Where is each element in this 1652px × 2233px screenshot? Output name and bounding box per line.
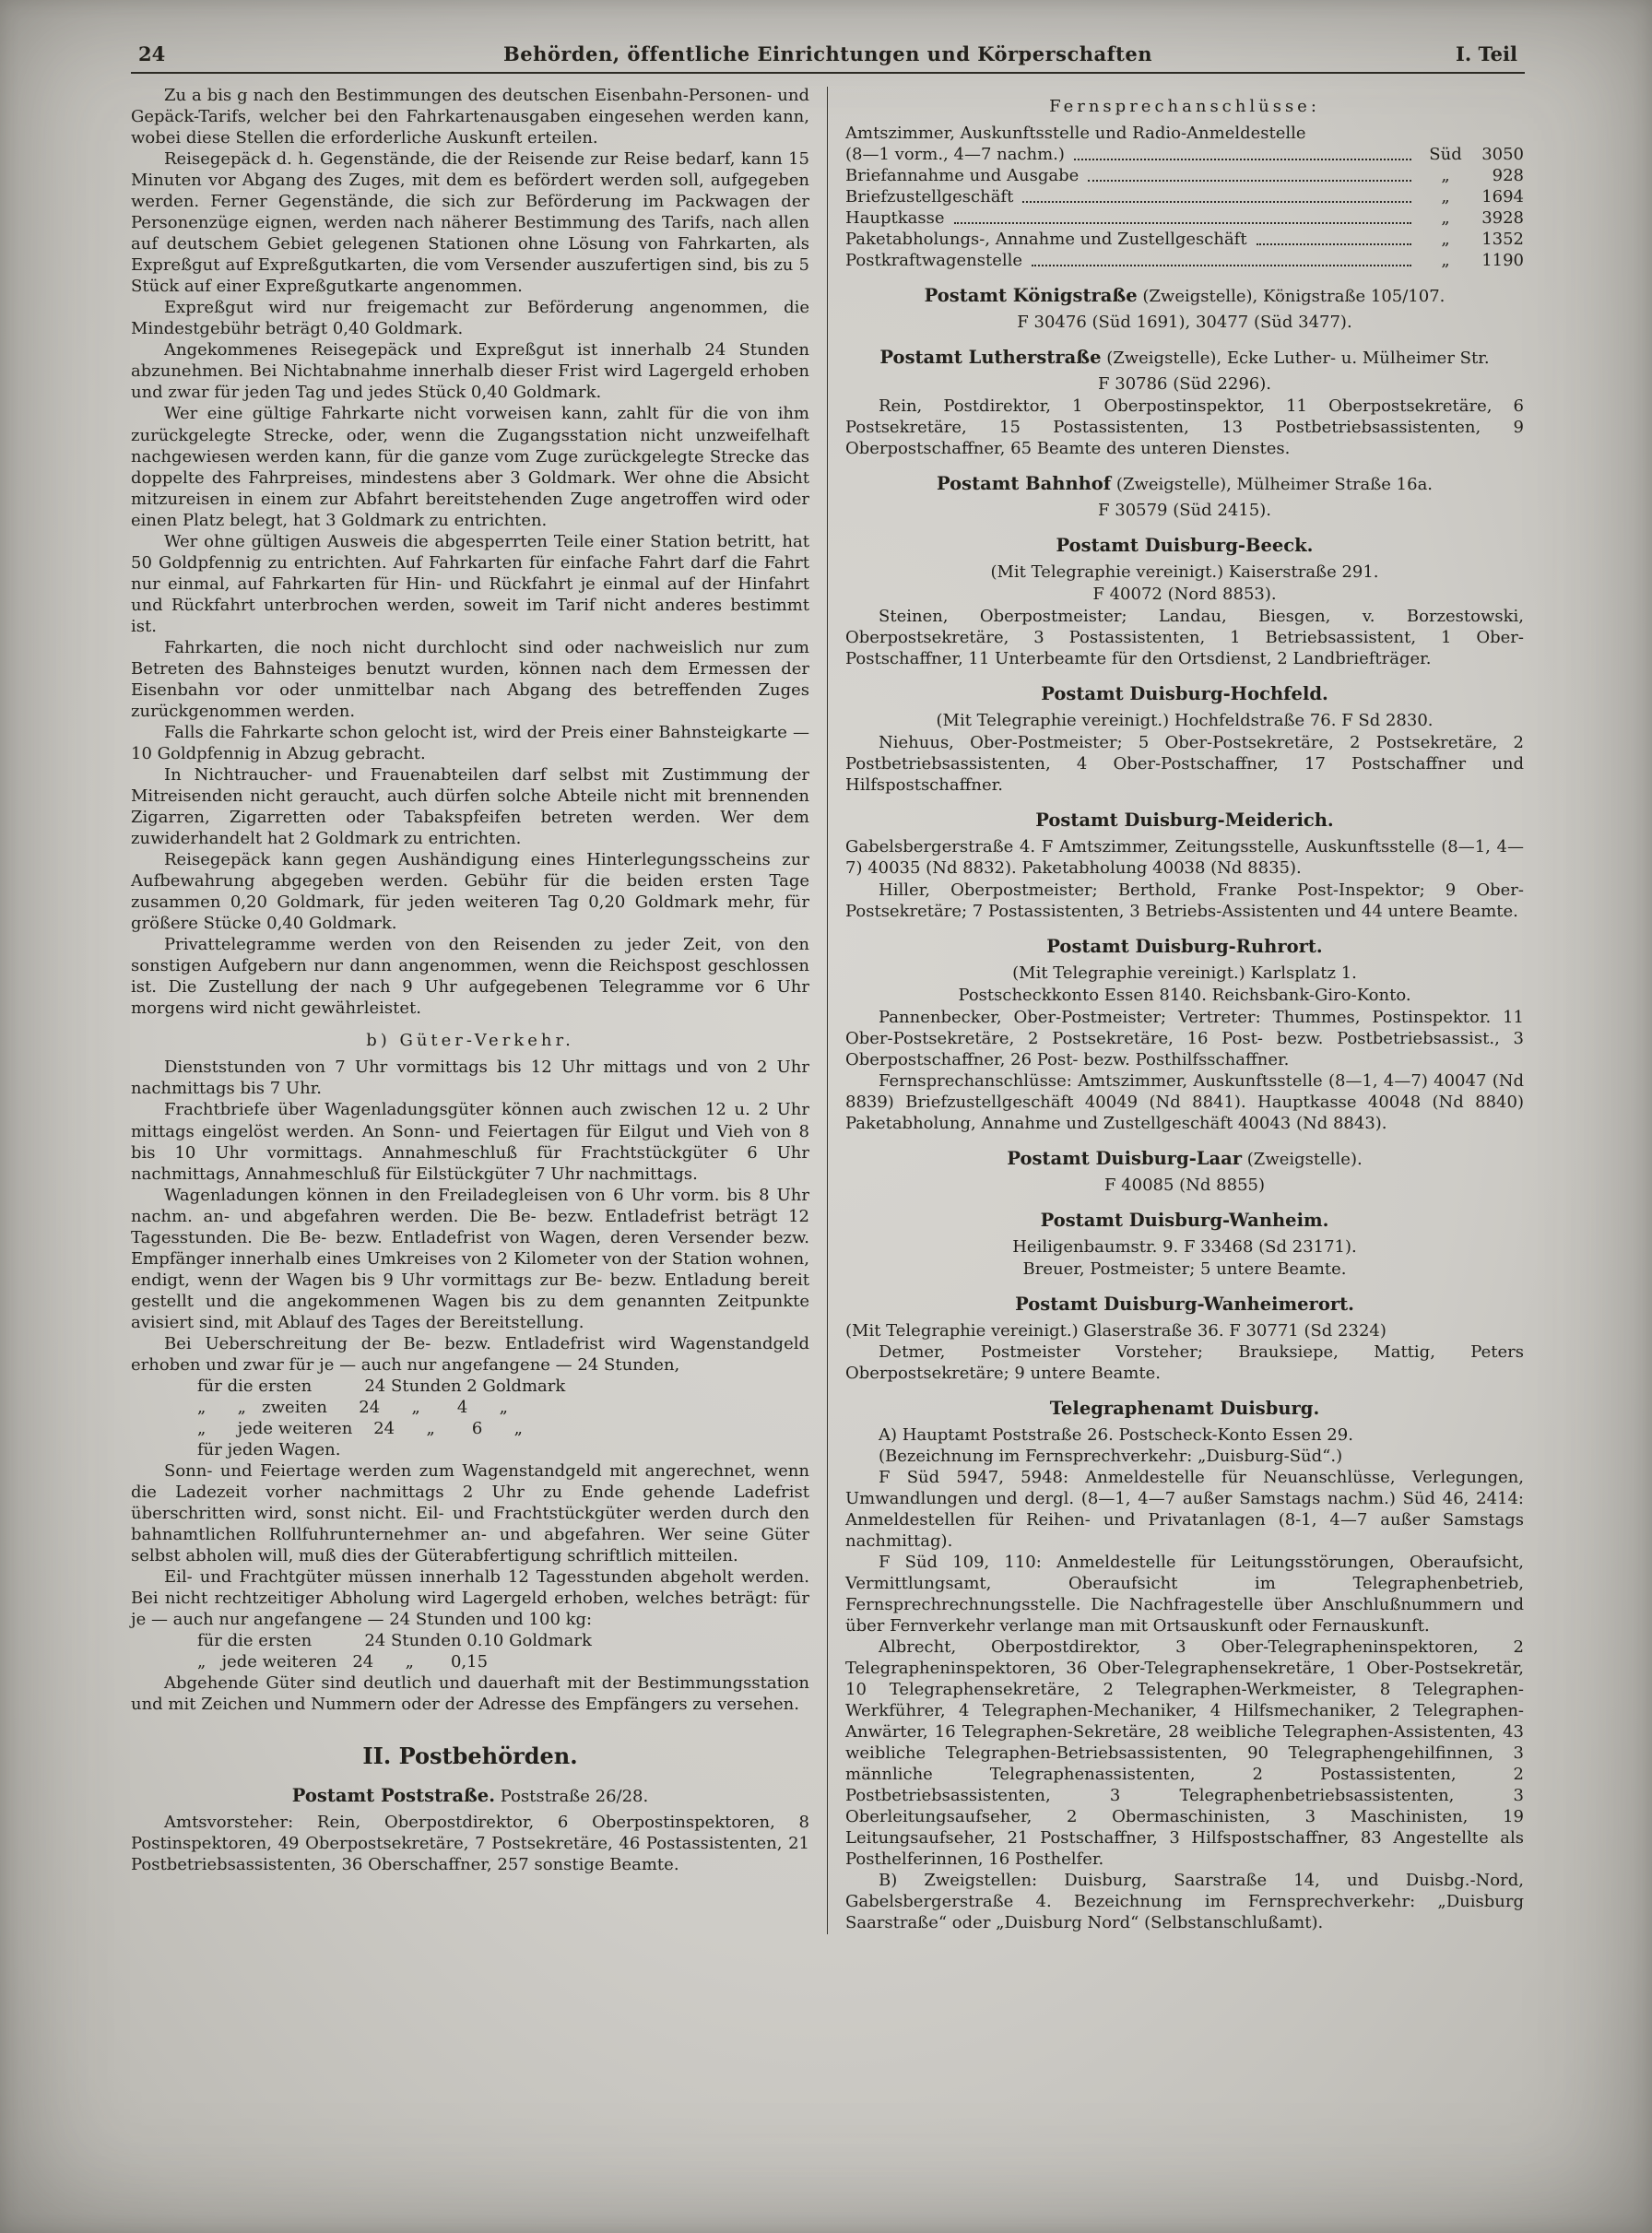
dot-leader xyxy=(954,220,1411,224)
dot-leader xyxy=(1074,157,1411,160)
centered-line: F 30579 (Süd 2415). xyxy=(1098,501,1271,521)
paragraph: Frachtbriefe über Wagenladungsgüter können auch zwischen 12 u. 2 Uhr mittags eingelöst werden. An Sonn- und Feiertagen für Eilgut und Vieh von 8 bis 10 Uhr vormittags. Annahmeschluß für Frachtstückgüter 6 Uhr nachmittags, Annahmeschluß für Eilstückgüter 7 Uhr nachmittags. xyxy=(131,1100,809,1184)
paragraph: Wer eine gültige Fahrkarte nicht vorweisen kann, zahlt für die von ihm zurückgelegte Strecke, oder, wenn die Zugangsstation nicht unzweifelhaft nachgewiesen werden kann, für die ganze vom Zuge zurückgelegte Strecke das doppelte des Fahrpreises, mindestens aber 3 Goldmark. Wer ohne die Absicht mitzureisen in einem zur Abfahrt bereitstehenden Zuge angetroffen wird oder einen Platz belegt, hat 3 Goldmark zu entrichten. xyxy=(131,404,809,530)
postamt-heading xyxy=(845,535,1524,558)
paragraph: Angekommenes Reisegepäck und Expreßgut ist innerhalb 24 Stunden abzunehmen. Bei Nichtabnahme innerhalb dieser Frist wird Lagergeld erhoben und zwar für jeden Tag und jedes Stück 0,40 Goldmark. xyxy=(131,340,809,403)
text-columns xyxy=(131,85,1525,1934)
postamt-name: Telegraphenamt Duisburg. xyxy=(1049,1397,1320,1419)
phone-directory-row xyxy=(845,207,1524,229)
tariff-line: für jeden Wagen. xyxy=(197,1439,341,1459)
centered-line: (Mit Telegraphie vereinigt.) Hochfeldstraße 76. F Sd 2830. xyxy=(936,711,1434,731)
postamt-name: Postamt Duisburg-Hochfeld. xyxy=(1041,683,1328,705)
paragraph: Dienststunden von 7 Uhr vormittags bis 12 Uhr mittags und von 2 Uhr nachmittags bis 7 Uhr. xyxy=(131,1057,809,1099)
paragraph: A) Hauptamt Poststraße 26. Postscheck-Konto Essen 29. xyxy=(879,1424,1353,1445)
postamt-name: Postamt Lutherstraße xyxy=(879,347,1102,369)
paragraph: F Süd 5947, 5948: Anmeldestelle für Neuanschlüsse, Verlegungen, Umwandlungen und dergl. (8—1, 4—7 außer Samstags nachm.) Süd 46, 2414: Anmeldestellen für Reihen- und Privatanlagen (8-1, 4—7 außer Samstags nachmittag). xyxy=(845,1467,1524,1551)
paragraph: F Süd 109, 110: Anmeldestelle für Leitungsstörungen, Oberaufsicht, Vermittlungsamt, Oberaufsicht im Telegraphenbetrieb, Fernsprechrechnungsstelle. Die Nachfragestelle über Anschlußnummern und über Fernverkehr verlange man mit Ortsauskunft oder Fernauskunft. xyxy=(845,1552,1524,1636)
phone-directory-row xyxy=(845,144,1524,165)
postamt-address: Poststraße 26/28. xyxy=(495,1787,649,1807)
phone-exchange: „ xyxy=(1441,166,1450,186)
paragraph: Wagenladungen können in den Freiladegleisen von 6 Uhr vorm. bis 8 Uhr nachm. an- und abgefahren werden. Die Be- bezw. Entladefrist beträgt 12 Tagesstunden. Die Be- bezw. Entladefrist von Wagen, deren Versender bezw. Empfänger innerhalb eines Umkreises von 2 Kilometer von der Station wohnen, endigt, wenn der Wagen bis 9 Uhr vormittags zur Be- bezw. Entladung bereit gestellt und die angekommenen Wagen bis zu dem genannten Zeitpunkte avisiert sind, mit Ablauf des Tages der Bereitstellung. xyxy=(131,1185,809,1332)
paragraph: Gabelsbergerstraße 4. F Amtszimmer, Zeitungsstelle, Auskunftsstelle (8—1, 4—7) 40035 (Nd 8832). Paketabholung 40038 (Nd 8835). xyxy=(845,837,1524,879)
paragraph: Zu a bis g nach den Bestimmungen des deutschen Eisenbahn-Personen- und Gepäck-Tarifs, welcher bei den Fahrkartenausgaben eingesehen werden kann, wobei diese Stellen die erforderliche Auskunft erteilen. xyxy=(131,86,809,148)
postamt-heading xyxy=(845,1294,1524,1317)
postamt-name: Postamt Duisburg-Laar xyxy=(1007,1147,1243,1169)
centered-line: (Mit Telegraphie vereinigt.) Karlsplatz 1. xyxy=(1012,963,1357,983)
paragraph: (Bezeichnung im Fernsprechverkehr: „Duisburg-Süd“.) xyxy=(879,1446,1343,1466)
postamt-name: Postamt Duisburg-Meiderich. xyxy=(1035,809,1334,832)
paragraph: Abgehende Güter sind deutlich und dauerhaft mit der Bestimmungsstation und mit Zeichen und Nummern oder der Adresse des Empfängers zu versehen. xyxy=(131,1673,809,1715)
phone-directory-row xyxy=(845,165,1524,186)
phone-label: Hauptkasse xyxy=(845,208,945,229)
sub-heading: Fernsprechanschlüsse: xyxy=(1049,97,1320,116)
dot-leader xyxy=(1022,199,1411,203)
postamt-address: (Zweigstelle), Königstraße 105/107. xyxy=(1137,287,1446,307)
header-rule xyxy=(131,72,1525,74)
centered-line: F 40085 (Nd 8855) xyxy=(1103,1175,1266,1195)
paragraph: Eil- und Frachtgüter müssen innerhalb 12 Tagesstunden abgeholt werden. Bei nicht rechtzeitiger Abholung wird Lagergeld erhoben, welches beträgt: für je — auch nur angefangene — 24 Stunden und 100 kg: xyxy=(131,1567,809,1630)
phone-label: (8—1 vorm., 4—7 nachm.) xyxy=(845,145,1065,165)
postamt-address: (Zweigstelle), Ecke Luther- u. Mülheimer Str. xyxy=(1101,349,1490,369)
page-part-label: I. Teil xyxy=(1456,42,1517,65)
paragraph: Amtsvorsteher: Rein, Oberpostdirektor, 6 Oberpostinspektoren, 8 Postinspektoren, 49 Oberpostsekretäre, 7 Postsekretäre, 46 Postassistenten, 21 Postbetriebsassistenten, 36 Oberschaffner, 257 sonstige Beamte. xyxy=(131,1813,809,1875)
postamt-heading xyxy=(845,1398,1524,1421)
centered-line: F 40072 (Nord 8853). xyxy=(1092,585,1277,605)
postamt-name: Postamt Bahnhof xyxy=(936,473,1112,495)
phone-directory-row xyxy=(845,229,1524,250)
paragraph: Fahrkarten, die noch nicht durchlocht sind oder nachweislich nur zum Betreten des Bahnsteiges benutzt wurden, können nach dem Ermessen der Eisenbahn vor oder unmittelbar nach Abgang des betreffenden Zuges zurückgenommen werden. xyxy=(131,637,809,721)
centered-line: Heiligenbaumstr. 9. F 33468 (Sd 23171). xyxy=(1012,1236,1357,1257)
section-heading: II. Postbehörden. xyxy=(362,1743,578,1770)
postamt-name: Postamt Duisburg-Ruhrort. xyxy=(1046,935,1323,957)
phone-label: Paketabholungs-, Annahme und Zustellgeschäft xyxy=(845,230,1247,250)
tariff-line: „ jede weiteren 24 „ 0,15 xyxy=(197,1652,489,1672)
paragraph: Rein, Postdirektor, 1 Oberpostinspektor, 11 Oberpostsekretäre, 6 Postsekretäre, 15 Postassistenten, 13 Postbetriebsassistenten, 9 Oberpostschaffner, 65 Beamte des unteren Dienstes. xyxy=(845,396,1524,459)
postamt-heading xyxy=(131,1785,809,1808)
dot-leader xyxy=(1257,242,1411,245)
sub-heading: b) Güter-Verkehr. xyxy=(366,1031,574,1051)
paragraph: B) Zweigstellen: Duisburg, Saarstraße 14, und Duisbg.-Nord, Gabelsbergerstraße 4. Bezeichnung im Fernsprechverkehr: „Duisburg Saarstraße“ oder „Duisburg Nord“ (Selbstanschlußamt). xyxy=(845,1871,1524,1933)
phone-number: 3928 xyxy=(1481,208,1524,229)
paragraph: Reisegepäck d. h. Gegenstände, die der Reisende zur Reise bedarf, kann 15 Minuten vor Abgang des Zuges, mit dem es befördert werden soll, aufgegeben werden. Ferner Gegenstände, die sich zur Beförderung im Packwagen der Personenzüge eignen, werden nach näherer Bestimmung des Tarifs, nach allen auf deutschem Gebiet gelegenen Stationen ohne Lösung von Fahrkarten, als Expreßgut auf Expreßgutkarten, die vom Versender auszufertigen sind, bis zu 5 Stück auf einer Expreßgutkarte angenommen. xyxy=(131,149,809,297)
phone-number: 3050 xyxy=(1481,145,1524,165)
paragraph: Albrecht, Oberpostdirektor, 3 Ober-Telegrapheninspektoren, 2 Telegrapheninspektoren, 36 Ober-Telegraphensekretäre, 1 Ober-Postsekretär, 10 Telegraphensekretäre, 2 Telegraphen-Werkmeister, 8 Telegraphen-Werkführer, 4 Telegraphen-Mechaniker, 4 Hilfsmechaniker, 2 Telegraphen-Anwärter, 16 Telegraphen-Sekretäre, 28 weibliche Telegraphen-Assistenten, 43 weibliche Telegraphen-Betriebsassistenten, 90 Telegraphengehilfinnen, 3 männliche Telegraphenassistenten, 2 Postassistenten, 2 Postbetriebsassistenten, 3 Telegraphenbetriebsassistenten, 3 Oberleitungsaufseher, 2 Obermaschinisten, 3 Maschinisten, 19 Leitungsaufseher, 21 Postschaffner, 3 Hilfspostschaffner, 83 Angestellte als Posthelferinnen, 16 Posthelfer. xyxy=(845,1637,1524,1870)
centered-line: F 30476 (Süd 1691), 30477 (Süd 3477). xyxy=(1017,313,1352,333)
left-column xyxy=(131,85,809,1934)
phone-label: Briefannahme und Ausgabe xyxy=(845,166,1080,186)
page-title: Behörden, öffentliche Einrichtungen und Körperschaften xyxy=(502,42,1153,65)
paragraph: Detmer, Postmeister Vorsteher; Brauksiepe, Mattig, Peters Oberpostsekretäre; 9 untere Beamte. xyxy=(845,1341,1524,1383)
tariff-line: für die ersten 24 Stunden 0.10 Goldmark xyxy=(197,1631,592,1651)
postamt-address: (Zweigstelle). xyxy=(1242,1149,1363,1169)
paragraph: Reisegepäck kann gegen Aushändigung eines Hinterlegungsscheins zur Aufbewahrung abgegeben werden. Gebühr für die beiden ersten Tage zusammen 0,20 Goldmark, für jeden weiteren Tag 0,20 Goldmark mehr, für größere Stücke 0,40 Goldmark. xyxy=(131,850,809,934)
postamt-name: Postamt Duisburg-Beeck. xyxy=(1056,535,1314,557)
paragraph: Sonn- und Feiertage werden zum Wagenstandgeld mit angerechnet, wenn die Ladezeit vorher nachmittags 2 Uhr zu Ende gehende Ladefrist überschritten wird, sonst nicht. Eil- und Frachtstückgüter werden durch den bahnamtlichen Rollfuhrunternehmer an- und abgefahren. Wer seine Güter selbst abholen will, muß dies der Güterabfertigung schriftlich mitteilen. xyxy=(131,1461,809,1566)
dot-leader xyxy=(1088,178,1411,182)
paragraph: Hiller, Oberpostmeister; Berthold, Franke Post-Inspektor; 9 Ober-Postsekretäre; 7 Postassistenten, 3 Betriebs-Assistenten und 44 untere Beamte. xyxy=(845,880,1524,921)
postamt-name: Postamt Duisburg-Wanheim. xyxy=(1040,1209,1329,1231)
paragraph: Wer ohne gültigen Ausweis die abgesperrten Teile einer Station betritt, hat 50 Goldpfennig zu entrichten. Auf Fahrkarten für einfache Fahrt darf die Fahrt nur einmal, auf Fahrkarten für Hin- und Rückfahrt je einmal auf der Hinfahrt und Rückfahrt unterbrochen werden, soweit im Tarif nicht anderes bestimmt ist. xyxy=(131,531,809,636)
postamt-heading xyxy=(845,1148,1524,1171)
centered-line: F 30786 (Süd 2296). xyxy=(1098,374,1271,395)
paragraph: Privattelegramme werden von den Reisenden zu jeder Zeit, von den sonstigen Aufgebern nur dann angenommen, wenn die Reichspost geschlossen ist. Die Zustellung der nach 9 Uhr aufgegebenen Telegramme vor 6 Uhr morgens wird nicht gewährleistet. xyxy=(131,935,809,1019)
phone-exchange: „ xyxy=(1441,251,1450,271)
phone-number: 928 xyxy=(1492,166,1524,186)
phone-number: 1352 xyxy=(1481,230,1524,250)
tariff-line: für die ersten 24 Stunden 2 Goldmark xyxy=(197,1376,566,1396)
tariff-line: „ „ zweiten 24 „ 4 „ xyxy=(197,1397,508,1417)
postamt-address: (Zweigstelle), Mülheimer Straße 16a. xyxy=(1111,475,1434,495)
paragraph: (Mit Telegraphie vereinigt.) Glaserstraße 36. F 30771 (Sd 2324) xyxy=(845,1320,1386,1341)
postamt-heading xyxy=(845,285,1524,308)
column-divider xyxy=(827,87,828,1934)
right-column xyxy=(845,85,1524,1934)
page-header xyxy=(131,42,1525,65)
phone-label: Briefzustellgeschäft xyxy=(845,187,1014,207)
tariff-line: „ jede weiteren 24 „ 6 „ xyxy=(197,1418,523,1438)
phone-number: 1190 xyxy=(1481,251,1524,271)
paragraph: In Nichtraucher- und Frauenabteilen darf selbst mit Zustimmung der Mitreisenden nicht geraucht, auch dürfen solche Abteile nicht mit brennenden Zigarren, Zigarretten oder Tabakspfeifen betreten werden. Wer dem zuwiderhandelt hat 2 Goldmark zu entrichten. xyxy=(131,765,809,849)
phone-exchange: „ xyxy=(1441,187,1450,207)
postamt-heading xyxy=(845,683,1524,706)
postamt-name: Postamt Duisburg-Wanheimerort. xyxy=(1015,1293,1354,1315)
postamt-heading xyxy=(845,473,1524,496)
phone-exchange: Süd xyxy=(1429,145,1462,165)
postamt-heading xyxy=(845,809,1524,833)
phone-directory-row xyxy=(845,250,1524,271)
paragraph: Expreßgut wird nur freigemacht zur Beförderung angenommen, die Mindestgebühr beträgt 0,40 Goldmark. xyxy=(131,298,809,339)
text-line: Amtszimmer, Auskunftsstelle und Radio-Anmeldestelle xyxy=(845,124,1306,144)
phone-label: Postkraftwagenstelle xyxy=(845,251,1023,271)
paragraph: Steinen, Oberpostmeister; Landau, Biesgen, v. Borzestowski, Oberpostsekretäre, 3 Postassistenten, 1 Betriebsassistent, 1 Ober-Postschaffner, 11 Unterbeamte für den Ortsdienst, 2 Landbriefträger. xyxy=(845,607,1524,669)
paragraph: Pannenbecker, Ober-Postmeister; Vertreter: Thummes, Postinspektor. 11 Ober-Postsekretäre, 2 Postsekretäre, 16 Post- bezw. Postbetriebsassist., 3 Oberpostschaffner, 26 Post- bezw. Posthilfsschaffner. xyxy=(845,1007,1524,1069)
dot-leader xyxy=(1032,263,1411,266)
postamt-name: Postamt Poststraße. xyxy=(291,1785,495,1807)
postamt-heading xyxy=(845,347,1524,370)
centered-line: (Mit Telegraphie vereinigt.) Kaiserstraße 291. xyxy=(990,562,1379,583)
centered-line: Breuer, Postmeister; 5 untere Beamte. xyxy=(1022,1258,1347,1279)
phone-directory-row xyxy=(845,186,1524,207)
phone-number: 1694 xyxy=(1481,187,1524,207)
paragraph: Falls die Fahrkarte schon gelocht ist, wird der Preis einer Bahnsteigkarte — 10 Goldpfennig in Abzug gebracht. xyxy=(131,722,809,763)
paragraph: Niehuus, Ober-Postmeister; 5 Ober-Postsekretäre, 2 Postsekretäre, 2 Postbetriebsassistenten, 4 Ober-Postschaffner, 17 Postschaffner und Hilfspostschaffner. xyxy=(845,733,1524,796)
phone-exchange: „ xyxy=(1441,230,1450,250)
postamt-heading xyxy=(845,936,1524,959)
paragraph: Bei Ueberschreitung der Be- bezw. Entladefrist wird Wagenstandgeld erhoben und zwar für je — auch nur angefangene — 24 Stunden, xyxy=(131,1333,809,1375)
postamt-name: Postamt Königstraße xyxy=(924,285,1138,307)
postamt-heading xyxy=(845,1210,1524,1233)
phone-exchange: „ xyxy=(1441,208,1450,229)
page-number: 24 xyxy=(138,42,166,65)
paragraph: Fernsprechanschlüsse: Amtszimmer, Auskunftsstelle (8—1, 4—7) 40047 (Nd 8839) Briefzustellgeschäft 40049 (Nd 8841). Hauptkasse 40048 (Nd 8840) Paketabholung, Annahme und Zustellgeschäft 40043 (Nd 8843). xyxy=(845,1070,1524,1133)
centered-line: Postscheckkonto Essen 8140. Reichsbank-Giro-Konto. xyxy=(958,985,1411,1005)
